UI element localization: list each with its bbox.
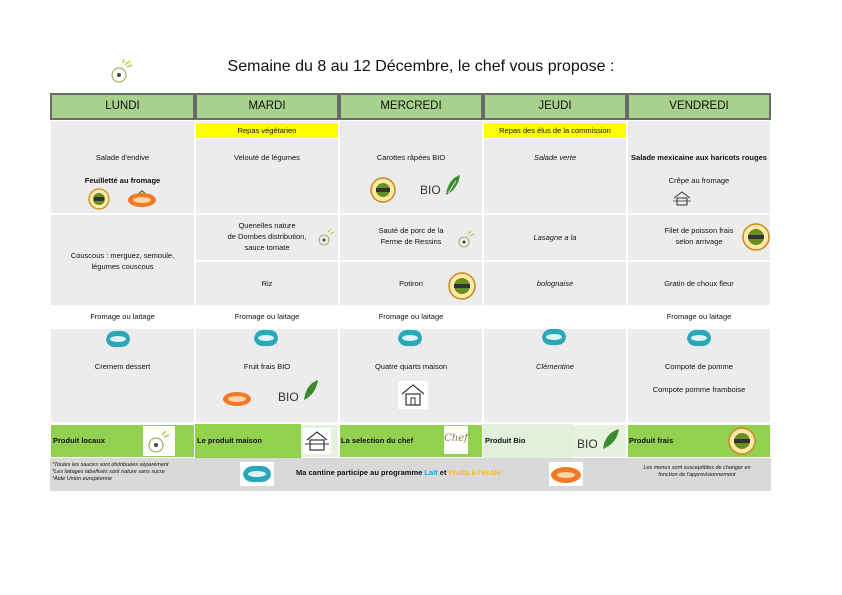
plat-mardi-1: Quenelles nature [238,221,296,230]
footer-program [296,468,501,477]
footer-program-prefix: Ma cantine participe au programme [296,468,425,477]
lait-ecole-icon [539,326,569,348]
footer-program-fruits: Fruits à l'école [448,468,501,477]
fromage-mercredi: Fromage ou laitage [339,306,483,328]
plat-vendredi-1: Filet de poisson frais [664,226,734,235]
local-product-logo-icon [456,228,476,250]
header-mercredi: MERCREDI [339,93,483,120]
bio-text: BIO [577,437,598,451]
plat-vendredi-2: selon arrivage [675,237,723,246]
fresh-product-badge-icon [742,223,770,251]
house-maison-icon [303,428,331,454]
accomp-vendredi: Gratin de choux fleur [664,279,734,288]
dessert-lundi: Cremem dessert [94,362,151,371]
fromage-lundi: Fromage ou laitage [50,306,195,328]
footer-right-1: Les menus sont susceptibles de changer en [643,465,751,471]
legend-chef: La selection du chef [341,436,414,445]
local-product-logo-icon [107,57,137,87]
plat-lundi-cell [50,214,195,306]
fruits-ecole-icon [126,190,158,208]
fromage-jeudi [483,306,627,328]
house-maison-icon [398,381,428,409]
footer-right-2: fonction de l'approvisionnement [658,472,736,479]
accomp-jeudi: bolognaise [536,279,574,288]
page-title: Semaine du 8 au 12 Décembre, le chef vous propose : [227,58,615,75]
legend-frais: Produit frais [629,436,674,445]
jeudi-tag: Repas des élus de la commission [483,122,627,139]
entree-lundi: Salade d'endive [95,153,150,162]
dessert-mercredi: Quatre quarts maison [374,362,448,371]
plat-mercredi-1: Sauté de porc de la [378,226,444,235]
lait-ecole-icon [103,328,133,350]
dessert-mardi: Fruit frais BIO [243,362,291,371]
fresh-product-badge-icon [88,188,110,210]
lait-ecole-icon [395,327,425,349]
header-lundi: LUNDI [50,93,195,120]
plat-mardi-3: sauce tomate [244,243,290,252]
lait-ecole-icon [251,327,281,349]
legend-maison: Le produit maison [197,436,263,445]
fromage-vendredi: Fromage ou laitage [627,306,771,328]
footer-program-lait: Lait [424,468,438,477]
chef-signature-icon: Chef [444,426,468,454]
footer-note-1: *Toutes les sauces sont distribuées séparément [52,462,169,468]
mardi-tag: Repas végétarien [195,122,339,139]
plat-mercredi-2: Ferme de Ressins [380,237,442,246]
header-jeudi: JEUDI [483,93,627,120]
header-mardi: MARDI [195,93,339,120]
fromage-mardi: Fromage ou laitage [195,306,339,328]
house-maison-icon [672,190,692,206]
fresh-product-badge-icon [728,427,756,455]
fruits-ecole-icon [549,462,583,486]
entree-jeudi: Salade verte [533,153,577,162]
footer-notes [52,462,169,483]
lait-ecole-icon [240,462,274,486]
bio-logo-icon [278,378,322,408]
bio-text: BIO [420,183,441,197]
entree-lundi-cell [50,120,195,214]
footer-note-2: *Les laitages labellisés sont nature sans sucre [52,469,165,476]
legend-locaux: Produit locaux [53,436,106,445]
accomp-mercredi: Potiron [399,279,423,288]
accomp-mardi: Riz [261,279,273,288]
dessert-vendredi-1: Compote de pomme [665,362,733,371]
lait-ecole-icon [684,327,714,349]
bio-text: BIO [278,390,299,404]
plat-jeudi: Lasagne a la [533,233,577,242]
plat-mardi-2: de Dombes distribution, [227,232,307,241]
plat-lundi: Couscous : merguez, semoule, [70,251,175,260]
fresh-product-badge-icon [448,272,476,300]
local-product-logo-icon [143,426,175,456]
plat-lundi-2: légumes couscous [91,262,154,271]
entree-vendredi: Salade mexicaine aux haricots rouges [631,153,767,162]
header-vendredi: VENDREDI [627,93,771,120]
bio-logo-icon [575,427,621,455]
footer-program-et: et [437,468,449,477]
local-product-logo-icon [316,226,336,248]
entree-lundi-extra: Feuilletté au fromage [84,176,161,185]
bio-logo-icon [418,173,462,203]
entree-mercredi: Carottes râpées BIO [376,153,446,162]
legend-bio: Produit Bio [485,436,526,445]
footer-note-3: *Aide Union européenne [52,476,112,483]
entree-vendredi-extra: Crêpe au fromage [668,176,730,185]
fresh-product-badge-icon [370,177,396,203]
dessert-jeudi: Clémentine [536,362,574,371]
fruits-ecole-icon [221,389,253,407]
footer-right [625,465,769,479]
entree-vendredi-cell [627,120,771,214]
entree-mardi: Velouté de légumes [234,153,300,162]
dessert-vendredi-2: Compote pomme framboise [652,385,746,394]
